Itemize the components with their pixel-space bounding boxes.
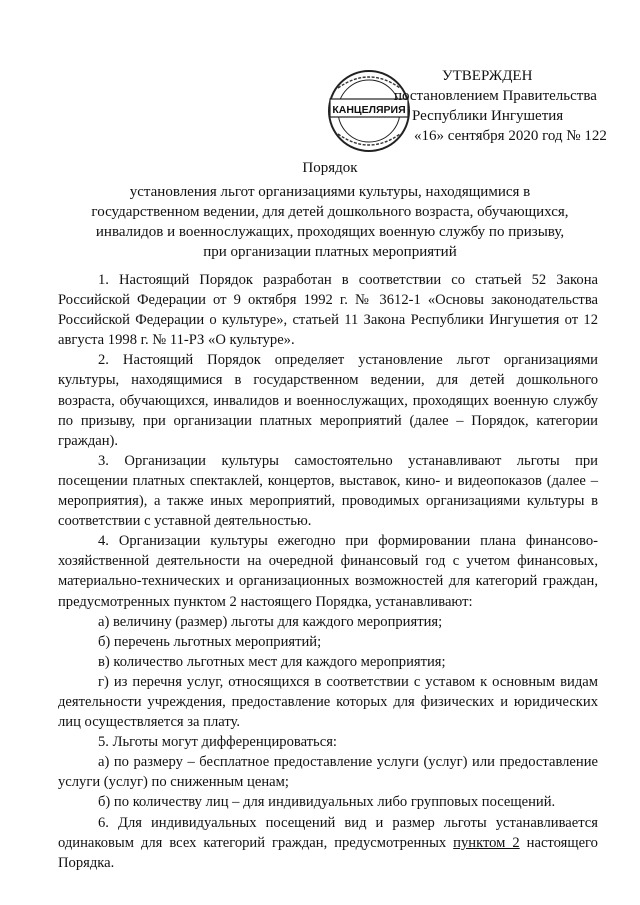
approval-line-2: Республики Ингушетия — [412, 108, 564, 124]
stamp-seal-icon — [326, 68, 412, 154]
document-title — [60, 158, 600, 262]
paragraph-6-end: настоящего Порядка. — [58, 834, 598, 871]
approval-title: УТВЕРЖДЕН — [442, 68, 533, 84]
approval-line-1: постановлением Правительства — [394, 88, 597, 104]
paragraph-3: 3. Организации культуры самостоятельно устанавливают льготы при посещении платных спектаклей, концертов, выставок, кино- и видеопоказов (далее – мероприятия), а также иных мероприятий, проводимых организациями культуры в соответствии с уставной деятельностью. — [58, 452, 598, 530]
paragraph-6-start: 6. Для индивидуальных посещений вид и размер льготы устанавливается одинаковым для всех категорий граждан, предусмотренных — [58, 814, 598, 851]
official-stamp — [326, 68, 412, 154]
document-body — [58, 270, 598, 873]
title-heading: Порядок — [302, 160, 358, 176]
stamp-text: КАНЦЕЛЯРИЯ — [332, 104, 406, 116]
paragraph-4-item-c: в) количество льготных мест для каждого мероприятия; — [98, 653, 446, 670]
title-line-1: установления льгот организациями культуры, находящимися в — [129, 184, 531, 200]
paragraph-5-item-a: а) по размеру – бесплатное предоставление услуги (услуг) или предоставление услуги (услуг) по сниженным ценам; — [58, 754, 598, 791]
paragraph-5: 5. Льготы могут дифференцироваться: — [98, 734, 337, 751]
paragraph-4: 4. Организации культуры ежегодно при формировании плана финансово-хозяйственной деятельности на очередной финансовый год с учетом финансовых, материально-технических и организационных возможностей для категорий граждан, предусмотренных пунктом 2 настоящего Порядка, устанавливают: — [58, 533, 598, 610]
paragraph-4-item-b: б) перечень льготных мероприятий; — [98, 633, 322, 650]
paragraph-1: 1. Настоящий Порядок разработан в соответствии со статьей 52 Закона Российской Федерации от 9 октября 1992 г. № 3612-1 «Основы законодательства Российской Федерации о культуре», статьей 11 Закона Республики Ингушетия от 12 августа 1998 г. № 11-РЗ «О культуре». — [58, 272, 598, 349]
paragraph-6 — [58, 813, 598, 873]
title-line-4: при организации платных мероприятий — [203, 244, 457, 260]
title-line-3: инвалидов и военнослужащих, проходящих военную службу по призыву, — [95, 224, 565, 240]
paragraph-4-item-d: г) из перечня услуг, относящихся в соответствии с уставом к основным видам деятельности учреждения, предоставление которых для физических и юридических лиц осуществляется за плату. — [58, 673, 598, 731]
paragraph-2: 2. Настоящий Порядок определяет установление льгот организациями культуры, находящимися в государственном ведении, для детей дошкольного возраста, обучающихся, инвалидов и военнослужащих, проходящих военную службу по призыву, при организации платных мероприятий (далее – Порядок, категории граждан). — [58, 352, 598, 449]
title-line-2: государственном ведении, для детей дошкольного возраста, обучающихся, — [91, 204, 569, 220]
reference-link-point-2[interactable]: пунктом 2 — [453, 834, 520, 851]
paragraph-4-item-a: а) величину (размер) льготы для каждого мероприятия; — [98, 613, 443, 630]
approval-line-3: «16» сентября 2020 год № 122 — [414, 128, 607, 144]
paragraph-5-item-b: б) по количеству лиц – для индивидуальных либо групповых посещений. — [98, 794, 556, 811]
